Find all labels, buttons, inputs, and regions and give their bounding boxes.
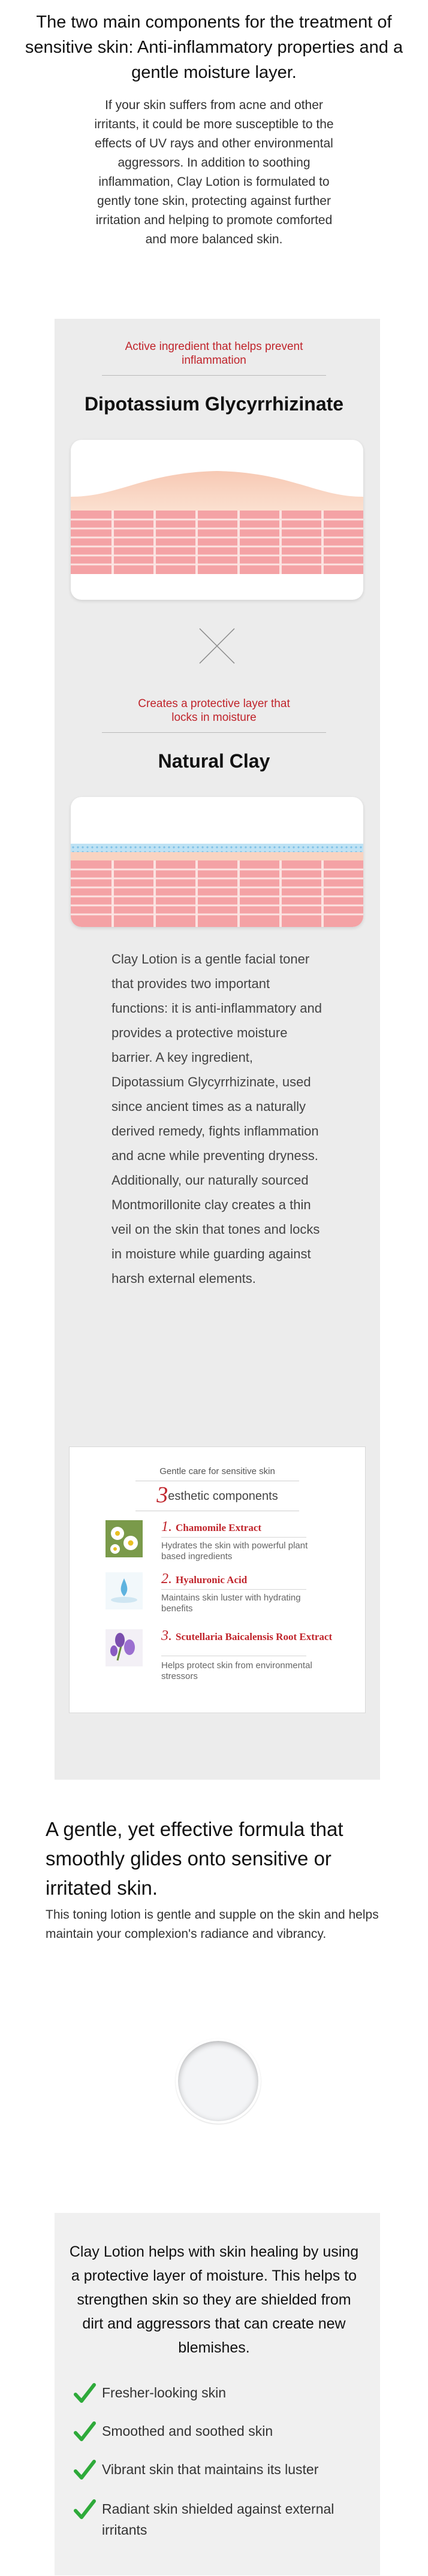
benefit-item [74, 2382, 362, 2403]
component-item [106, 1572, 345, 1620]
component-name: 1. Chamomile Extract [161, 1519, 262, 1535]
formula-title: A gentle, yet effective formula that smoothly glides onto sensitive or irritated skin. [46, 1818, 343, 1899]
benefits-intro: Clay Lotion helps with skin healing by using a protective layer of moisture. This helps to strengthen skin so they are shielded from dirt and aggressors that can create new blemishes. [69, 2243, 359, 2356]
divider [102, 732, 326, 733]
component-name: 3. Scutellaria Baicalensis Root Extract [161, 1628, 333, 1644]
divider [161, 1589, 306, 1590]
product-swatch [176, 2039, 261, 2124]
inflamed-skin-diagram [71, 440, 363, 600]
benefit-text: Fresher-looking skin [102, 2385, 227, 2400]
check-icon [73, 2499, 96, 2521]
component-desc: Maintains skin luster with hydrating benefits [161, 1593, 301, 1614]
ingredient-eyebrow: Active ingredient that helps prevent inflammation [125, 340, 303, 367]
benefit-text: Smoothed and soothed skin [102, 2423, 273, 2439]
components-card [69, 1446, 366, 1713]
component-desc: Hydrates the skin with powerful plant based ingredients [161, 1541, 308, 1562]
skin-illustration-card [71, 797, 363, 927]
component-desc: Helps protect skin from environmental stressors [161, 1660, 312, 1681]
purple-flower-icon [106, 1629, 143, 1666]
divider [102, 375, 326, 376]
component-item [106, 1520, 345, 1568]
component-name: 2. Hyaluronic Acid [161, 1571, 248, 1587]
cross-separator-icon [198, 627, 236, 665]
check-icon [73, 2382, 96, 2405]
benefit-text: Vibrant skin that maintains its luster [102, 2462, 319, 2477]
check-icon [73, 2459, 96, 2482]
product-description: Clay Lotion is a gentle facial toner that provides two important functions: it is anti-inflammatory and provides a protective moisture barrier. A key ingredient, Dipotassium Glycyrrhizinate, used since ancient times as a naturally derived remedy, fights inflammation and acne while preventing dryness. Additionally, our naturally sourced Montmorillonite clay creates a thin veil on the skin that tones and locks in moisture while guarding against harsh external elements. [111, 952, 322, 1286]
divider [161, 1537, 306, 1538]
components-count: 3 [156, 1482, 168, 1508]
water-drop-icon [106, 1572, 143, 1609]
skin-illustration-card [71, 440, 363, 600]
formula-text: This toning lotion is gentle and supple on the skin and helps maintain your complexion's radiance and vibrancy. [46, 1908, 379, 1941]
intro-title: The two main components for the treatment of sensitive skin: Anti-inflammatory properties and a gentle moisture layer. [25, 13, 403, 82]
chamomile-flower-icon [106, 1520, 143, 1557]
benefit-item [74, 2421, 362, 2442]
benefit-item [74, 2499, 362, 2541]
ingredient-eyebrow: Creates a protective layer that locks in moisture [138, 697, 290, 724]
component-item [106, 1628, 345, 1681]
ingredient-name: Natural Clay [158, 750, 270, 772]
ingredient-name: Dipotassium Glycyrrhizinate [84, 393, 344, 415]
components-title [70, 1482, 365, 1508]
components-title-text: esthetic components [168, 1490, 278, 1503]
components-header: Gentle care for sensitive skin [159, 1466, 275, 1476]
benefit-item [74, 2459, 362, 2480]
intro-text: If your skin suffers from acne and other irritants, it could be more susceptible to the effects of UV rays and other environmental aggressors. In addition to soothing inflammation, Clay Lotion is formulated to gently tone skin, protecting against further irritation and helping to promote comforted and more balanced skin. [94, 98, 334, 246]
check-icon [73, 2421, 96, 2444]
benefit-text: Radiant skin shielded against external irritants [102, 2501, 334, 2538]
clay-layer-diagram [71, 797, 363, 927]
